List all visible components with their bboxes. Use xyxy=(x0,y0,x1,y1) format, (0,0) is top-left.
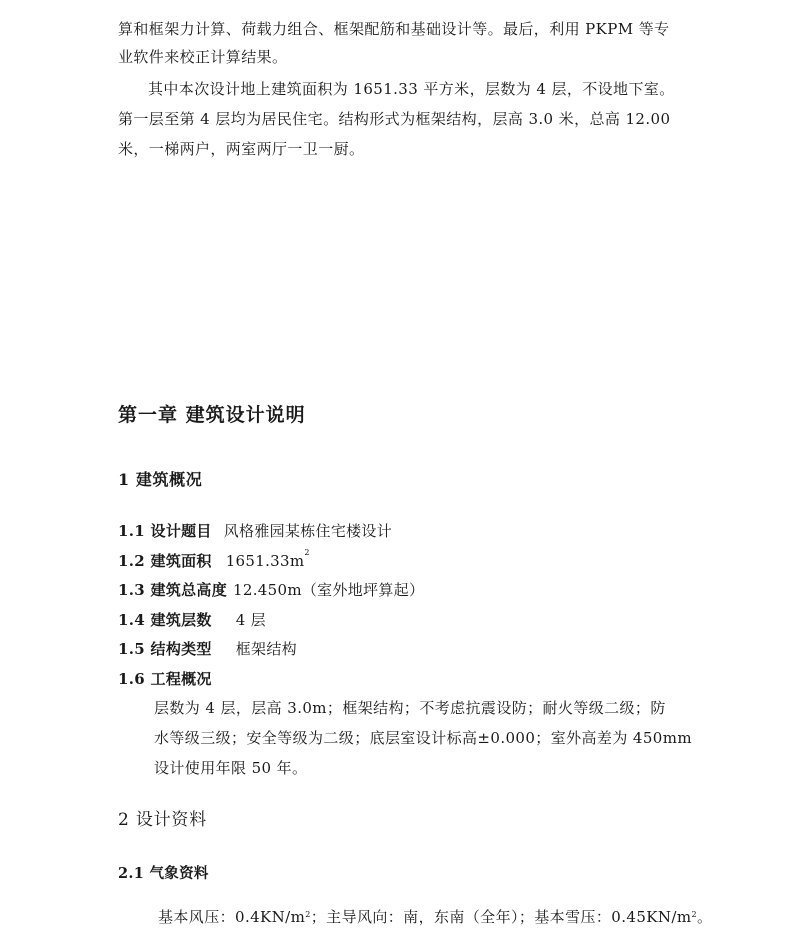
item-label: 1.4 建筑层数 xyxy=(118,611,212,629)
overview-line-3: 设计使用年限 50 年。 xyxy=(154,759,308,777)
section-1-title: 1 建筑概况 xyxy=(118,470,203,489)
item-structure-type xyxy=(118,638,297,659)
weather-line xyxy=(158,907,712,927)
intro-line-5: 米，一梯两户，两室两厅一卫一厨。 xyxy=(118,140,365,158)
wind-snow-text: ；主导风向：南，东南（全年）；基本雪压：0.45KN/m xyxy=(310,908,692,926)
wind-pressure-text: 基本风压：0.4KN/m xyxy=(158,908,306,926)
section-2-1-title: 2.1 气象资料 xyxy=(118,865,209,882)
item-design-topic xyxy=(118,520,392,541)
item-label: 1.1 设计题目 xyxy=(118,522,212,540)
item-value: 4 层 xyxy=(235,611,266,629)
item-building-area xyxy=(118,550,310,571)
snow-pressure-sup: 2 xyxy=(691,910,697,919)
item-value: 风格雅园某栋住宅楼设计 xyxy=(223,522,393,540)
item-label: 1.6 工程概况 xyxy=(118,670,212,688)
item-sup: 2 xyxy=(304,548,310,557)
item-label: 1.2 建筑面积 xyxy=(118,552,212,570)
item-value: 12.450m（室外地坪算起） xyxy=(233,581,425,599)
intro-line-4: 第一层至第 4 层均为居民住宅。结构形式为框架结构，层高 3.0 米，总高 12.00 xyxy=(118,110,671,128)
chapter-title: 第一章 建筑设计说明 xyxy=(118,404,306,426)
intro-line-1: 算和框架力计算、荷载力组合、框架配筋和基础设计等。最后，利用 PKPM 等专 xyxy=(118,20,670,38)
item-floor-count xyxy=(118,609,266,630)
overview-line-2: 水等级三级；安全等级为二级；底层室设计标高±0.000；室外高差为 450mm xyxy=(154,729,692,747)
weather-end: 。 xyxy=(696,908,713,926)
item-value: 框架结构 xyxy=(235,640,297,658)
wind-pressure-sup: 2 xyxy=(305,910,311,919)
item-project-overview xyxy=(118,668,212,689)
overview-line-1: 层数为 4 层，层高 3.0m；框架结构；不考虑抗震设防；耐火等级二级；防 xyxy=(154,699,666,717)
intro-line-3: 其中本次设计地上建筑面积为 1651.33 平方米，层数为 4 层，不设地下室。 xyxy=(148,80,675,98)
section-2-title: 2 设计资料 xyxy=(118,810,208,830)
item-total-height xyxy=(118,579,424,600)
item-label: 1.3 建筑总高度 xyxy=(118,581,228,599)
item-value: 1651.33m xyxy=(225,552,305,570)
item-label: 1.5 结构类型 xyxy=(118,640,212,658)
intro-line-2: 业软件来校正计算结果。 xyxy=(118,48,288,66)
